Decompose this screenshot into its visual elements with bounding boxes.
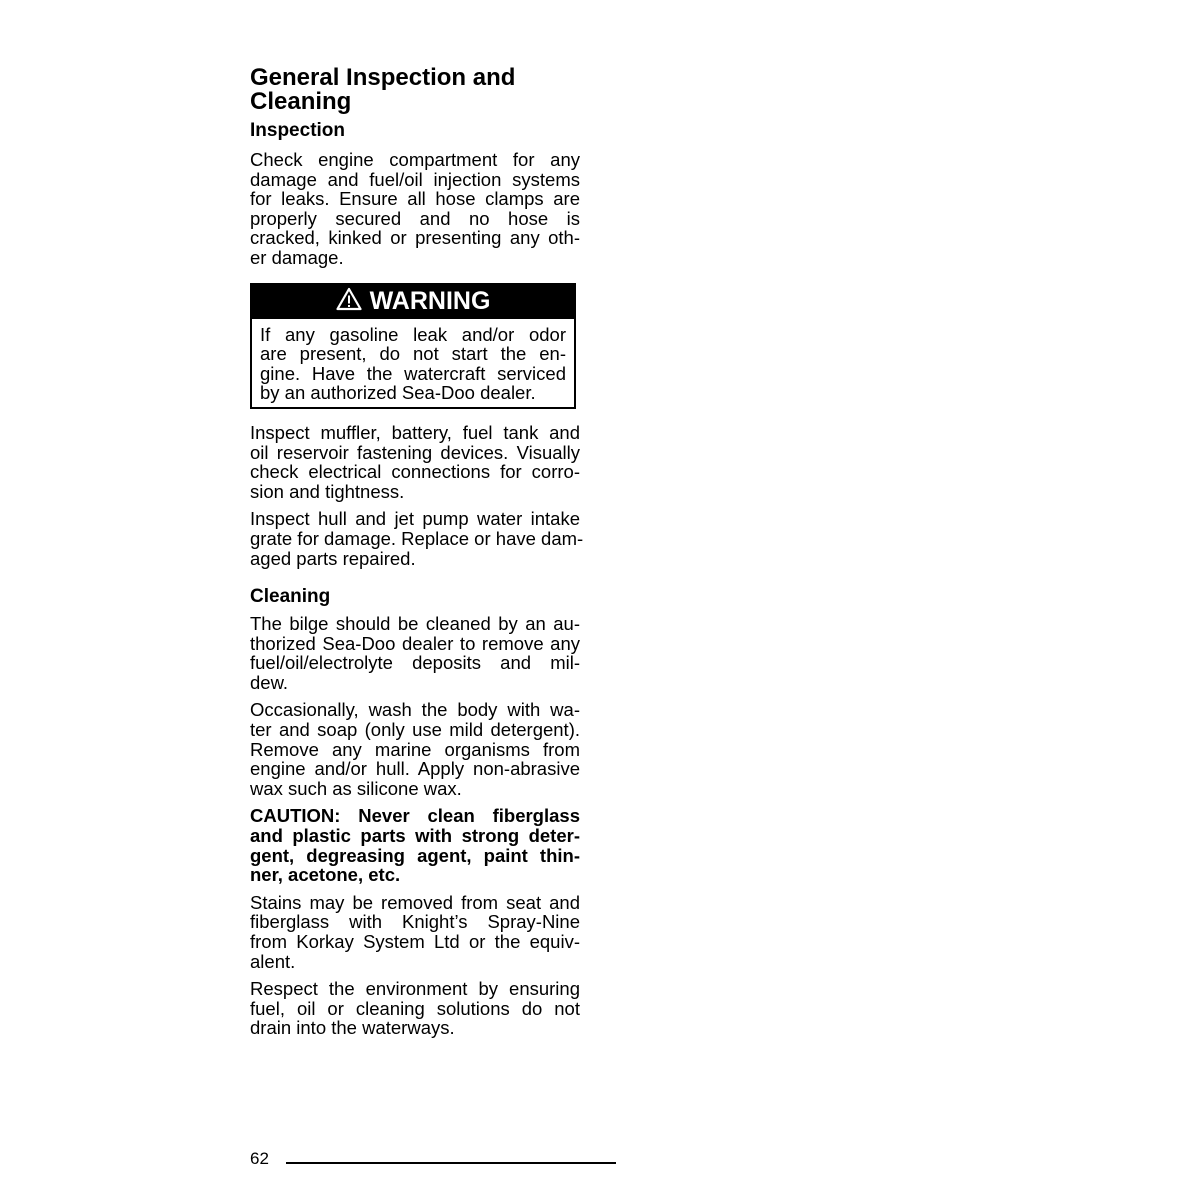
text-line: dew. bbox=[250, 671, 289, 693]
warning-header bbox=[252, 285, 574, 319]
text-line: drain into the waterways. bbox=[250, 1017, 455, 1039]
page-title-line: General Inspection and bbox=[250, 64, 516, 91]
text-line: alent. bbox=[250, 950, 296, 972]
warning-box bbox=[250, 283, 576, 409]
text-line: fiberglass with Knight’s Spray-Nine bbox=[250, 911, 580, 933]
page-title-line: Cleaning bbox=[250, 88, 352, 115]
text-line: The bilge should be cleaned by an au- bbox=[250, 613, 580, 635]
text-line: Respect the environment by ensuring bbox=[250, 978, 580, 1000]
text-line: ter and soap (only use mild detergent). bbox=[250, 719, 580, 741]
inspection-heading: Inspection bbox=[250, 120, 346, 141]
caution-line bbox=[250, 806, 580, 826]
text-line: aged parts repaired. bbox=[250, 547, 416, 569]
text-line: Occasionally, wash the body with wa- bbox=[250, 699, 580, 721]
content-column bbox=[250, 64, 584, 1039]
warning-line: If any gasoline leak and/or odor bbox=[260, 323, 566, 345]
caution-text: Never clean fiberglass bbox=[358, 805, 580, 827]
text-line: thorized Sea-Doo dealer to remove any bbox=[250, 632, 580, 654]
inspection-paragraph-1 bbox=[250, 150, 580, 268]
text-line: er damage. bbox=[250, 246, 344, 268]
text-line: check electrical connections for corro- bbox=[250, 461, 580, 483]
page-title bbox=[250, 66, 580, 114]
inspection-paragraph-3 bbox=[250, 508, 584, 569]
caution-label: CAUTION: bbox=[250, 805, 341, 827]
text-line: Inspect hull and jet pump water intake bbox=[250, 508, 580, 530]
text-line: oil reservoir fastening devices. Visually bbox=[250, 441, 580, 463]
page-number: 62 bbox=[250, 1149, 269, 1168]
cleaning-heading: Cleaning bbox=[250, 586, 331, 608]
warning-body bbox=[252, 319, 574, 407]
caution-note bbox=[250, 806, 580, 884]
cleaning-paragraph-4 bbox=[250, 979, 580, 1038]
warning-line: gine. Have the watercraft serviced bbox=[260, 362, 566, 384]
text-line: Stains may be removed from seat and bbox=[250, 891, 580, 913]
text-line: sion and tightness. bbox=[250, 480, 405, 502]
cleaning-paragraph-1 bbox=[250, 614, 580, 692]
text-line: Remove any marine organisms from bbox=[250, 738, 580, 760]
text-line: properly secured and no hose is bbox=[250, 207, 580, 229]
cleaning-paragraph-3 bbox=[250, 893, 580, 971]
warning-triangle-icon bbox=[336, 287, 362, 316]
text-line: engine and/or hull. Apply non-abrasive bbox=[250, 758, 580, 780]
caution-line: ner, acetone, etc. bbox=[250, 864, 401, 886]
caution-line: gent, degreasing agent, paint thin- bbox=[250, 844, 580, 866]
text-line: grate for damage. Replace or have dam- bbox=[250, 527, 584, 549]
cleaning-paragraph-2 bbox=[250, 700, 580, 798]
warning-line: are present, do not start the en- bbox=[260, 343, 566, 365]
caution-line: and plastic parts with strong deter- bbox=[250, 825, 580, 847]
warning-line: by an authorized Sea-Doo dealer. bbox=[260, 382, 536, 404]
text-line: fuel/oil/electrolyte deposits and mil- bbox=[250, 652, 580, 674]
text-line: Inspect muffler, battery, fuel tank and bbox=[250, 421, 580, 443]
text-line: cracked, kinked or presenting any oth- bbox=[250, 227, 580, 249]
footer-rule bbox=[286, 1162, 616, 1164]
text-line: fuel, oil or cleaning solutions do not bbox=[250, 997, 580, 1019]
text-line: from Korkay System Ltd or the equiv- bbox=[250, 931, 580, 952]
inspection-paragraph-2 bbox=[250, 423, 580, 501]
warning-title: WARNING bbox=[369, 287, 491, 316]
text-line: Check engine compartment for any bbox=[250, 149, 580, 170]
text-line: for leaks. Ensure all hose clamps are bbox=[250, 188, 580, 210]
text-line: damage and fuel/oil injection systems bbox=[250, 168, 580, 190]
text-line: wax such as silicone wax. bbox=[250, 777, 462, 799]
